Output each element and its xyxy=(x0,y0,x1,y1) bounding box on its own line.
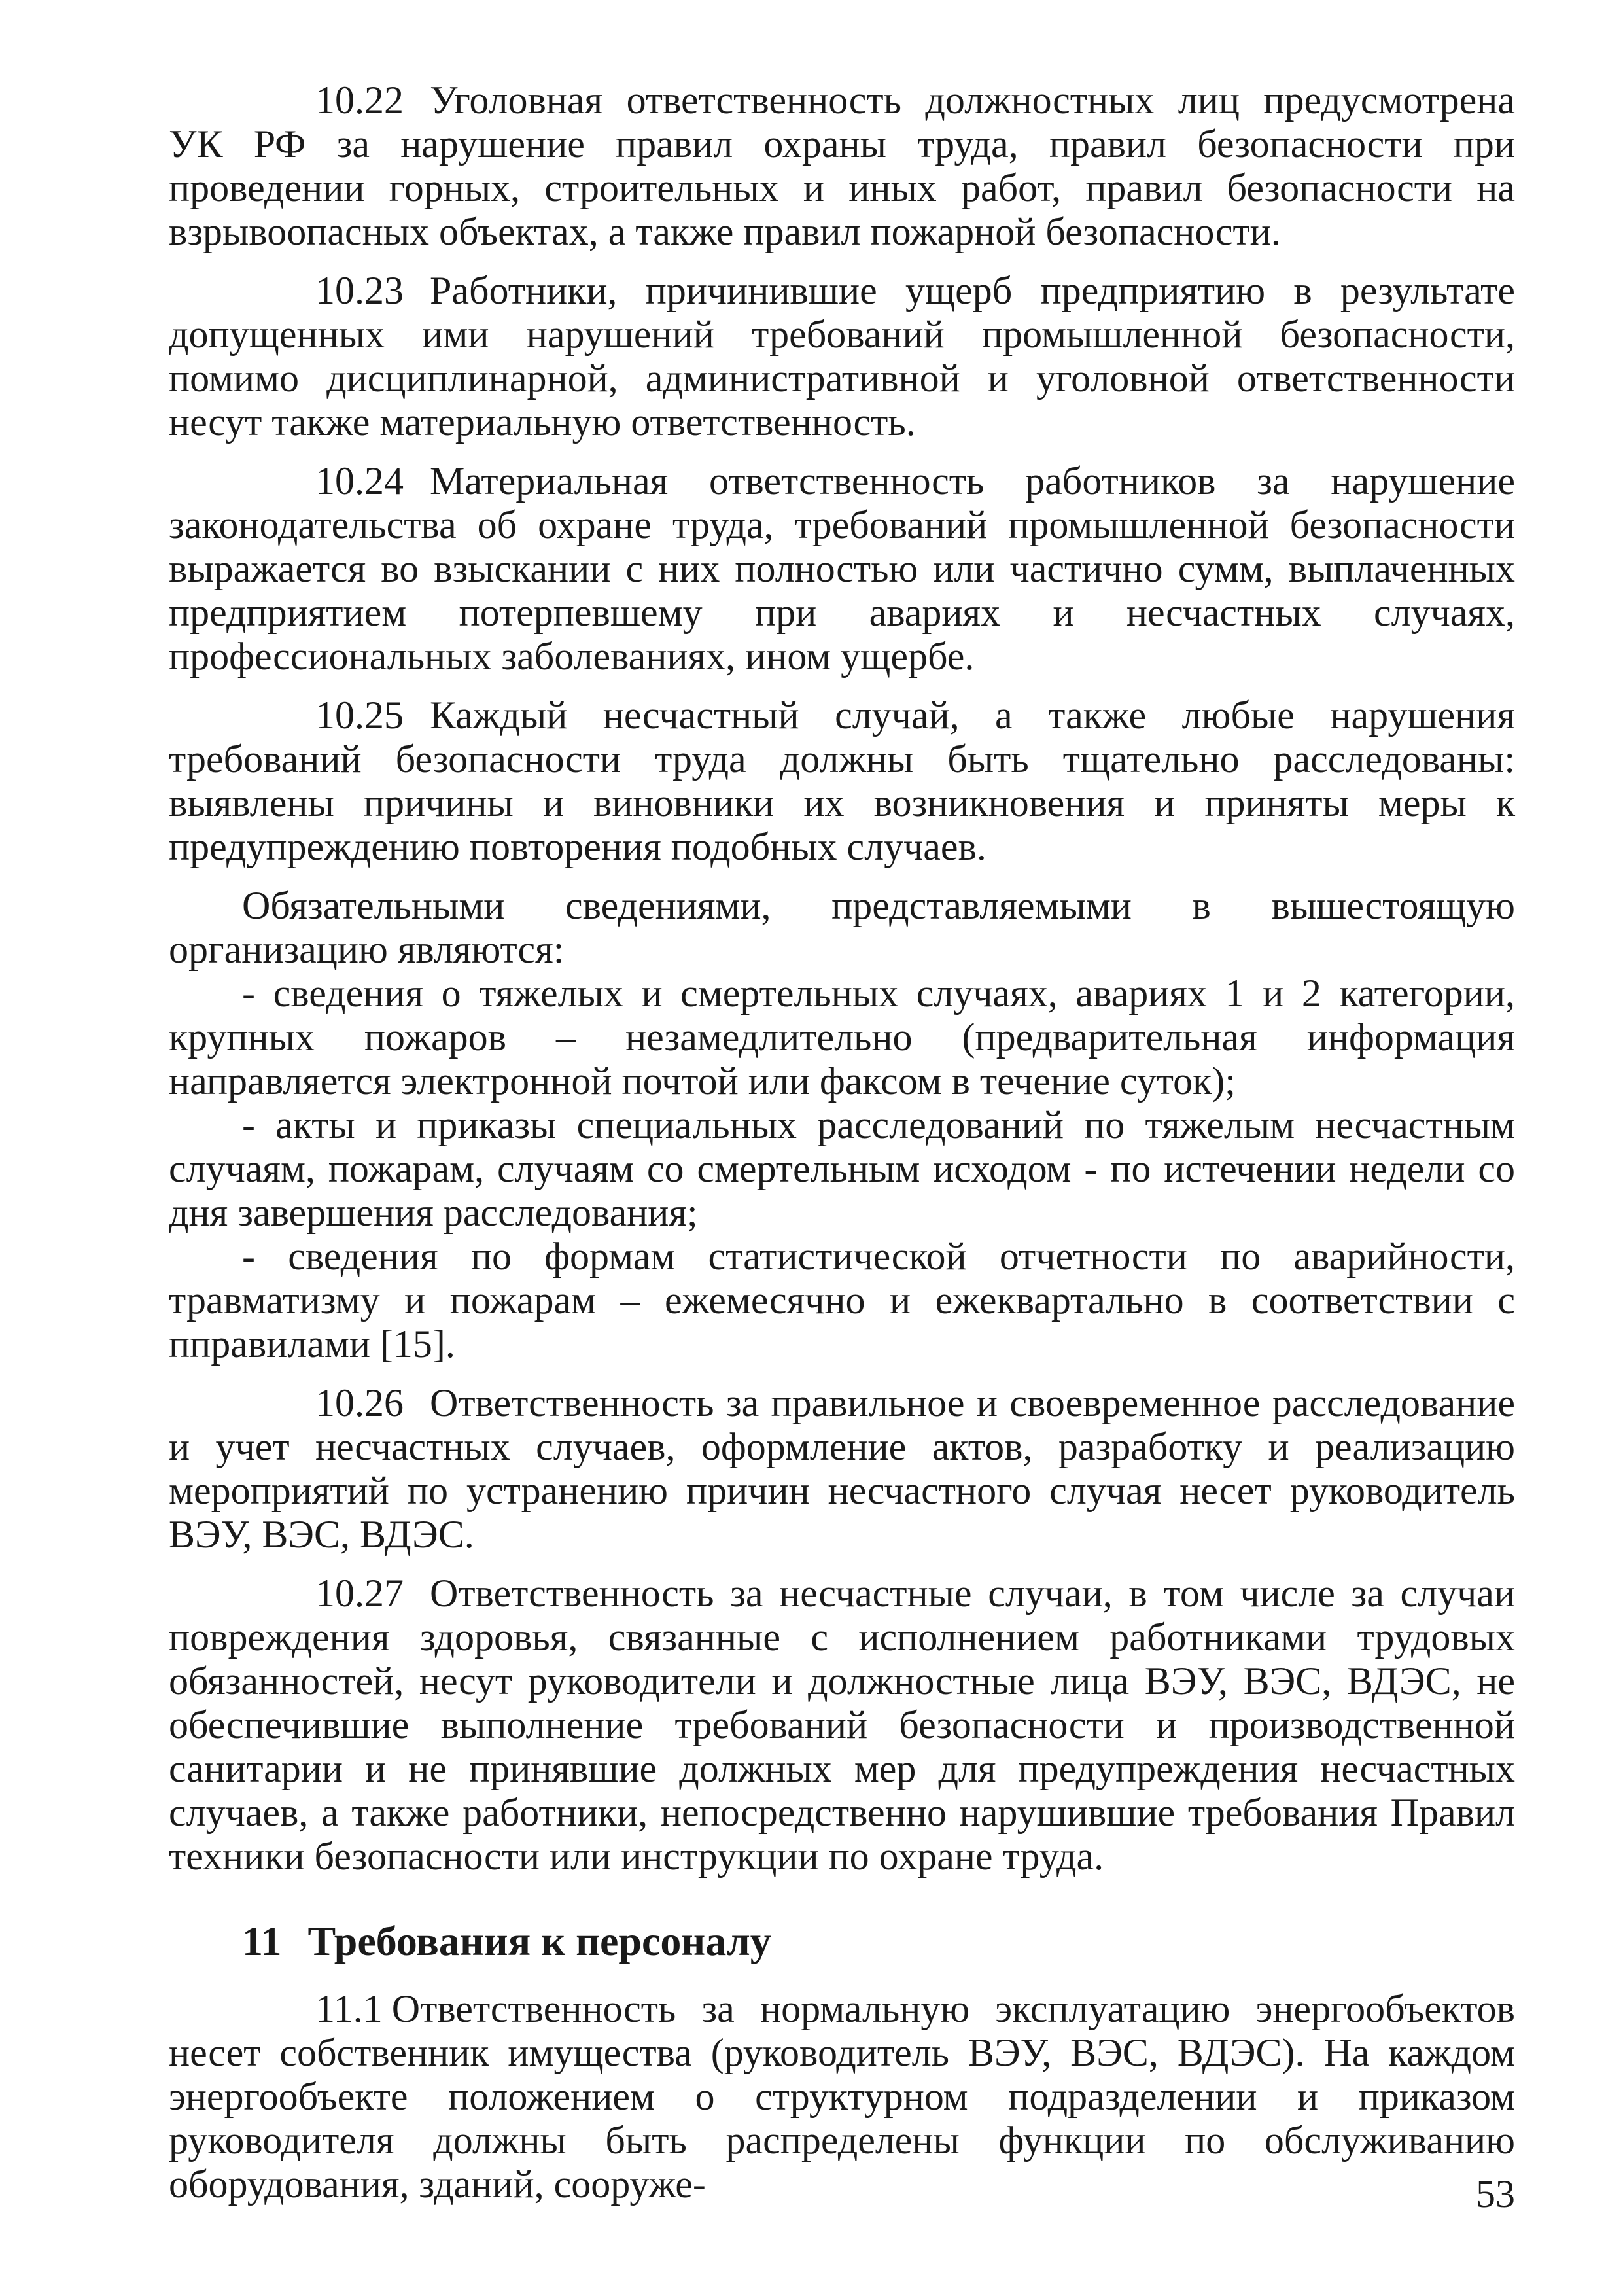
paragraph-number: 10.24 xyxy=(315,459,404,503)
paragraph-text: Ответственность за правильное и своевременное расследование и учет несчастных случаев, оформление актов, разработку и реализацию мероприятий по устранению причин несчастного случая несет руководитель ВЭУ, ВЭС, ВДЭС. xyxy=(169,1381,1515,1556)
list-item-2: - акты и приказы специальных расследований по тяжелым несчастным случаям, пожарам, случаям со смертельным исходом - по истечении недели со дня завершения расследования; xyxy=(169,1103,1515,1234)
paragraph-10-24 xyxy=(169,459,1515,679)
list-item-3: - сведения по формам статистической отчетности по аварийности, травматизму и пожарам – ежемесячно и ежеквартально в соответствии с пправилами [15]. xyxy=(169,1235,1515,1366)
page-number: 53 xyxy=(1476,2172,1515,2216)
section-heading xyxy=(169,1915,1515,1968)
paragraph-10-25 xyxy=(169,694,1515,869)
section-title: Требования к персоналу xyxy=(307,1918,771,1964)
paragraph-number: 10.23 xyxy=(315,269,404,312)
paragraph-10-23 xyxy=(169,269,1515,444)
paragraph-number: 10.25 xyxy=(315,694,404,737)
paragraph-10-22 xyxy=(169,79,1515,254)
section-number: 11 xyxy=(242,1918,282,1964)
paragraph-10-26 xyxy=(169,1381,1515,1557)
paragraph-number: 10.22 xyxy=(315,79,404,122)
paragraph-text: Каждый несчастный случай, а также любые нарушения требований безопасности труда должны быть тщательно расследованы: выявлены причины и виновники их возникновения и приняты меры к предупреждению повторения подобных случаев. xyxy=(169,694,1515,868)
paragraph-11-1 xyxy=(169,1987,1515,2206)
paragraph-number: 11.1 xyxy=(315,1987,383,2030)
paragraph-number: 10.26 xyxy=(315,1381,404,1424)
paragraph-text: Ответственность за несчастные случаи, в том числе за случаи повреждения здоровья, связанные с исполнением работниками трудовых обязанностей, несут руководители и должностные лица ВЭУ, ВЭС, ВДЭС, не обеспечившие выполнение требований безопасности и производственной санитарии и не принявшие должных мер для предупреждения несчастных случаев, а также работники, непосредственно нарушившие требования Правил техники безопасности или инструкции по охране труда. xyxy=(169,1572,1515,1878)
paragraph-text: Уголовная ответственность должностных лиц предусмотрена УК РФ за нарушение правил охраны труда, правил безопасности при проведении горных, строительных и иных работ, правил безопасности на взрывоопасных объектах, а также правил пожарной безопасности. xyxy=(169,79,1515,253)
paragraph-10-27 xyxy=(169,1572,1515,1879)
obligatory-intro: Обязательными сведениями, представляемыми в вышестоящую организацию являются: xyxy=(169,884,1515,971)
paragraph-text: Работники, причинившие ущерб предприятию в результате допущенных ими нарушений требований промышленной безопасности, помимо дисциплинарной, административной и уголовной ответственности несут также материальную ответственность. xyxy=(169,269,1515,444)
list-item-1: - сведения о тяжелых и смертельных случаях, авариях 1 и 2 категории, крупных пожаров – незамедлительно (предварительная информация направляется электронной почтой или факсом в течение суток); xyxy=(169,972,1515,1103)
paragraph-number: 10.27 xyxy=(315,1572,404,1615)
document-page xyxy=(169,79,1515,2221)
paragraph-text: Ответственность за нормальную эксплуатацию энергообъектов несет собственник имущества (руководитель ВЭУ, ВЭС, ВДЭС). На каждом энергообъекте положением о структурном подразделении и приказом руководителя должны быть распределены функции по обслуживанию оборудования, зданий, сооруже- xyxy=(169,1987,1515,2206)
paragraph-text: Материальная ответственность работников за нарушение законодательства об охране труда, требований промышленной безопасности выражается во взыскании с них полностью или частично сумм, выплаченных предприятием потерпевшему при авариях и несчастных случаях, профессиональных заболеваниях, ином ущербе. xyxy=(169,459,1515,678)
